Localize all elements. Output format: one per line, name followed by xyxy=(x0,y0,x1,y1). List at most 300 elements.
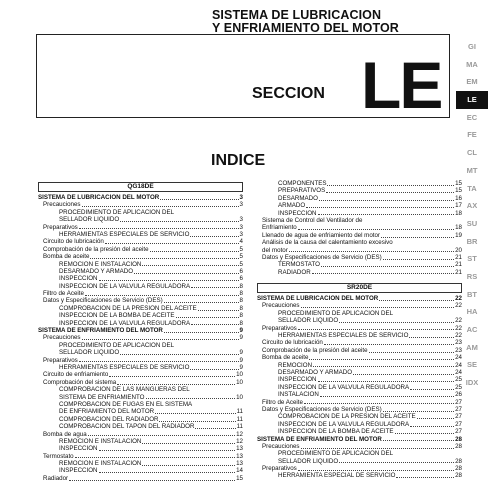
dot-leader xyxy=(150,246,239,252)
dot-leader xyxy=(369,347,455,353)
toc-entry-page: 13 xyxy=(236,445,243,453)
toc-entry[interactable] xyxy=(38,224,243,231)
engine-header-qg18de: QG18DE xyxy=(38,182,243,192)
toc-entry-title: SELLADOR LIQUIDO xyxy=(59,216,120,224)
toc-entry-title: SISTEMA DE ENFRIAMIENTO DEL MOTOR xyxy=(38,327,163,335)
dot-leader xyxy=(306,202,454,208)
toc-entry-page: 22 xyxy=(455,302,462,310)
toc-list-right-top xyxy=(257,180,462,276)
dot-leader xyxy=(155,408,235,414)
toc-entry-title: SELLADOR LIQUIDO xyxy=(278,317,339,325)
toc-entry[interactable] xyxy=(257,217,462,224)
toc-entry-title: INSPECCION xyxy=(278,209,317,217)
toc-entry-title: INSPECCION DE LA VALVULA REGULADORA xyxy=(278,420,410,428)
toc-entry[interactable] xyxy=(38,408,243,415)
toc-entry-page: 28 xyxy=(455,442,462,450)
toc-entry-page: 3 xyxy=(239,230,243,238)
dot-leader xyxy=(195,423,235,429)
toc-entry-page: 24 xyxy=(455,361,462,369)
toc-entry-title: DESARMADO xyxy=(278,194,318,202)
dot-leader xyxy=(327,180,454,186)
section-tab-bt[interactable]: BT xyxy=(467,289,477,299)
dot-leader xyxy=(109,371,235,377)
right-column xyxy=(257,180,462,480)
dot-leader xyxy=(312,269,454,275)
toc-entry[interactable] xyxy=(257,180,462,187)
toc-entry[interactable] xyxy=(38,327,243,334)
dot-leader xyxy=(320,391,454,397)
toc-entry-title: RADIADOR xyxy=(278,268,311,276)
toc-entry[interactable] xyxy=(38,453,243,460)
dot-leader xyxy=(117,379,235,385)
toc-entry[interactable] xyxy=(257,354,462,361)
dot-leader xyxy=(353,369,454,375)
toc-entry-page: 9 xyxy=(239,356,243,364)
toc-entry-title: INSPECCION DE LA BOMBA DE ACEITE xyxy=(59,312,175,320)
toc-entry[interactable] xyxy=(257,302,462,309)
toc-entry-page: 11 xyxy=(236,415,243,423)
toc-entry-title: Preparativos xyxy=(43,356,78,364)
toc-entry[interactable] xyxy=(257,232,462,239)
toc-entry-page: 5 xyxy=(239,260,243,268)
section-tab-ac[interactable]: AC xyxy=(466,325,478,334)
toc-entry-title: Filtro de Aceite xyxy=(262,398,303,406)
toc-entry[interactable] xyxy=(257,384,462,391)
toc-entry[interactable] xyxy=(257,210,462,217)
toc-entry-page: 27 xyxy=(455,420,462,428)
toc-entry-page: 9 xyxy=(239,363,243,371)
toc-entry[interactable] xyxy=(38,401,243,408)
dot-leader xyxy=(75,453,236,459)
toc-entry-title: Sistema de Control del Ventilador de xyxy=(262,216,363,224)
toc-entry-title: Comprobación de la presión del aceite xyxy=(262,346,368,354)
dot-leader xyxy=(120,349,238,355)
toc-entry-page: 27 xyxy=(455,405,462,413)
toc-entry-page: 23 xyxy=(455,339,462,347)
dot-leader xyxy=(319,195,454,201)
dot-leader xyxy=(159,416,235,422)
dot-leader xyxy=(99,467,236,473)
toc-entry-title: SELLADOR LIQUIDO xyxy=(278,457,339,465)
toc-entry[interactable] xyxy=(38,386,243,393)
section-tab-br[interactable]: BR xyxy=(466,236,478,246)
dot-leader xyxy=(191,283,238,289)
toc-entry-title: REMOCION E INSTALACION xyxy=(59,437,142,445)
toc-entry-title: Filtro de Aceite xyxy=(43,290,84,298)
dot-leader xyxy=(191,320,238,326)
dot-leader xyxy=(190,364,238,370)
toc-entry-title: PROCEDIMIENTO DE APLICACION DEL xyxy=(278,309,394,317)
toc-entry[interactable] xyxy=(257,443,462,450)
toc-entry[interactable] xyxy=(38,423,243,430)
toc-entry[interactable] xyxy=(38,268,243,275)
toc-entry-title: Circuito de enfriamiento xyxy=(43,371,109,379)
toc-entry-title: REMOCION E INSTALACION xyxy=(59,260,142,268)
section-tab-fe[interactable]: FE xyxy=(467,130,477,140)
toc-entry-page: 28 xyxy=(455,472,462,480)
toc-entry-page: 3 xyxy=(239,223,243,231)
toc-entry-page: 21 xyxy=(455,261,462,269)
toc-entry-title: Llenado de agua de enfriamiento del motor xyxy=(262,231,380,239)
section-tab-ta[interactable]: TA xyxy=(467,183,477,193)
dot-leader xyxy=(79,357,239,363)
toc-entry-title: DESARMADO Y ARMADO xyxy=(59,267,134,275)
toc-entry[interactable] xyxy=(257,458,462,465)
toc-entry-title: TERMOSTATO xyxy=(278,261,320,269)
section-tab-su[interactable]: SU xyxy=(466,218,478,228)
toc-entry-page: 24 xyxy=(455,354,462,362)
toc-entry[interactable] xyxy=(38,467,243,474)
toc-entry[interactable] xyxy=(38,238,243,245)
toc-entry-title: COMPROBACION DE LAS MANGUERAS DEL xyxy=(59,386,190,394)
toc-entry[interactable] xyxy=(38,216,243,223)
toc-entry-page: 3 xyxy=(239,194,243,201)
toc-entry-page: 3 xyxy=(239,216,243,224)
toc-entry-title: INSPECCION DE LA VALVULA REGULADORA xyxy=(278,383,410,391)
dot-leader xyxy=(381,232,454,238)
toc-entry-page: 22 xyxy=(455,295,462,303)
toc-entry-title: Precauciones xyxy=(43,201,81,209)
toc-entry-title: COMPONENTES xyxy=(278,180,327,187)
toc-entry-title: Termostato xyxy=(43,452,74,460)
dot-leader xyxy=(301,302,455,308)
dot-leader xyxy=(190,231,238,237)
toc-entry-page: 22 xyxy=(455,317,462,325)
toc-entry[interactable] xyxy=(257,362,462,369)
toc-entry[interactable] xyxy=(38,253,243,260)
toc-entry-title: PROCEDIMIENTO DE APLICACION DEL xyxy=(59,341,175,349)
toc-entry-title: PREPARATIVOS xyxy=(278,187,326,195)
toc-entry[interactable] xyxy=(38,364,243,371)
dot-leader xyxy=(318,376,455,382)
toc-entry[interactable] xyxy=(38,394,243,401)
toc-entry[interactable] xyxy=(257,247,462,254)
toc-entry-title: Precauciones xyxy=(43,334,81,342)
toc-entry-title: Precauciones xyxy=(262,442,300,450)
toc-entry-title: COMPROBACION DEL RADIADOR xyxy=(59,415,159,423)
toc-entry-title: Preparativos xyxy=(43,223,78,231)
toc-entry-page: 12 xyxy=(236,430,243,438)
toc-entry[interactable] xyxy=(38,475,243,482)
toc-entry-title: Preparativos xyxy=(262,324,297,332)
toc-entry-page: 26 xyxy=(455,391,462,399)
toc-list-left xyxy=(38,194,243,482)
toc-entry-page: 8 xyxy=(239,312,243,320)
toc-entry-title: INSPECCION DE LA VALVULA REGULADORA xyxy=(59,282,191,290)
toc-entry-title: SISTEMA DE ENFRIAMIENTO DEL MOTOR xyxy=(257,435,382,443)
dot-leader xyxy=(395,428,455,434)
toc-entry-page: 4 xyxy=(239,238,243,246)
toc-entry[interactable] xyxy=(257,428,462,435)
toc-entry-title: Comprobación de la presión del aceite xyxy=(43,245,149,253)
toc-entry-page: 25 xyxy=(455,376,462,384)
toc-entry-page: 6 xyxy=(239,267,243,275)
toc-entry[interactable] xyxy=(257,436,462,443)
toc-entry-title: Comprobación del sistema xyxy=(43,378,117,386)
toc-entry-page: 23 xyxy=(455,346,462,354)
toc-entry[interactable] xyxy=(38,283,243,290)
dot-leader xyxy=(321,261,454,267)
dot-leader xyxy=(298,325,454,331)
toc-entry[interactable] xyxy=(257,376,462,383)
toc-entry[interactable] xyxy=(38,438,243,445)
toc-entry-page: 8 xyxy=(239,282,243,290)
toc-entry-title: Análisis de la causa del calentamiento excesivo xyxy=(262,239,393,247)
toc-entry-page: 5 xyxy=(239,245,243,253)
dot-leader xyxy=(142,438,235,444)
toc-entry-title: SELLADOR LIQUIDO xyxy=(59,349,120,357)
dot-leader xyxy=(88,431,235,437)
toc-entry-title: Circuito de lubricación xyxy=(262,339,323,347)
toc-entry[interactable] xyxy=(38,231,243,238)
toc-entry-title: COMPROBACION DEL TAPON DEL RADIADOR xyxy=(59,423,195,431)
section-tab-ec[interactable]: EC xyxy=(466,112,478,122)
toc-entry-title: INSPECCION xyxy=(59,467,98,475)
toc-entry[interactable] xyxy=(257,239,462,246)
toc-entry[interactable] xyxy=(257,224,462,231)
dot-leader xyxy=(164,327,239,333)
toc-entry[interactable] xyxy=(38,209,243,216)
toc-entry-title: PROCEDIMIENTO DE APLICACION DEL xyxy=(59,208,175,216)
left-column xyxy=(38,182,243,482)
toc-entry[interactable] xyxy=(257,317,462,324)
toc-entry-title: REMOCION xyxy=(278,361,313,369)
dot-leader xyxy=(339,458,454,464)
toc-entry-page: 24 xyxy=(455,368,462,376)
toc-entry-title: INSPECCION DE LA BOMBA DE ACEITE xyxy=(278,428,394,436)
toc-entry[interactable] xyxy=(38,371,243,378)
dot-leader xyxy=(79,224,239,230)
toc-entry-page: 8 xyxy=(239,290,243,298)
toc-entry-title: HERRAMIENTAS ESPECIALES DE SERVICIO xyxy=(59,230,190,238)
dot-leader xyxy=(134,268,239,274)
toc-entry[interactable] xyxy=(257,421,462,428)
toc-entry-page: 20 xyxy=(455,246,462,254)
toc-entry-title: COMPROBACION DE LA PRESION DEL ACEITE xyxy=(59,304,197,312)
dot-leader xyxy=(318,210,455,216)
toc-entry-page: 3 xyxy=(239,201,243,209)
toc-entry-title: del motor xyxy=(262,246,288,254)
toc-entry-title: Precauciones xyxy=(262,302,300,310)
dot-leader xyxy=(313,362,454,368)
toc-entry-page: 27 xyxy=(455,413,462,421)
toc-entry-page: 5 xyxy=(239,253,243,261)
toc-entry[interactable] xyxy=(257,465,462,472)
toc-entry[interactable] xyxy=(257,347,462,354)
toc-entry-title: SISTEMA DE ENFRIAMIENTO xyxy=(59,393,145,401)
section-tab-cl[interactable]: CL xyxy=(467,148,477,158)
title-line-1: SISTEMA DE LUBRICACION xyxy=(212,8,382,22)
dot-leader xyxy=(142,261,238,267)
toc-entry-page: 21 xyxy=(455,268,462,276)
toc-entry[interactable] xyxy=(257,310,462,317)
dot-leader xyxy=(142,460,235,466)
toc-entry-page: 15 xyxy=(236,474,243,482)
section-tab-am[interactable]: AM xyxy=(466,342,478,352)
toc-entry[interactable] xyxy=(257,254,462,261)
toc-entry[interactable] xyxy=(257,399,462,406)
dot-leader xyxy=(164,297,239,303)
toc-entry[interactable] xyxy=(38,194,243,201)
toc-entry-title: COMPROBACION DE LA PRESION DEL ACEITE xyxy=(278,413,416,421)
toc-entry[interactable] xyxy=(38,290,243,297)
index-title: INDICE xyxy=(211,152,266,169)
toc-entry-title: COMPROBACION DE FUGAS EN EL SISTEMA xyxy=(59,400,193,408)
toc-entry-page: 10 xyxy=(236,378,243,386)
toc-entry-title: HERRAMIENTAS ESPECIALES DE SERVICIO xyxy=(278,332,409,340)
toc-entry[interactable] xyxy=(38,261,243,268)
dot-leader xyxy=(379,295,454,301)
section-tab-ma[interactable]: MA xyxy=(466,59,478,69)
toc-entry[interactable] xyxy=(38,201,243,208)
toc-entry-title: Datos y Especificaciones de Servicio (DES) xyxy=(262,253,382,261)
dot-leader xyxy=(326,187,454,193)
toc-entry-page: 13 xyxy=(236,460,243,468)
toc-entry-page: 22 xyxy=(455,332,462,340)
toc-entry[interactable] xyxy=(257,450,462,457)
toc-entry-page: 28 xyxy=(455,465,462,473)
toc-entry[interactable] xyxy=(257,413,462,420)
dot-leader xyxy=(417,413,454,419)
toc-entry-page: 10 xyxy=(236,371,243,379)
toc-entry[interactable] xyxy=(38,445,243,452)
dot-leader xyxy=(85,290,239,296)
toc-entry-page: 17 xyxy=(455,202,462,210)
toc-entry-page: 25 xyxy=(455,383,462,391)
toc-entry-title: ARMADO xyxy=(278,202,306,210)
toc-entry[interactable] xyxy=(38,460,243,467)
toc-entry[interactable] xyxy=(38,246,243,253)
toc-entry[interactable] xyxy=(257,261,462,268)
dot-leader xyxy=(146,394,236,400)
toc-entry-title: PROCEDIMIENTO DE APLICACION DEL xyxy=(278,450,394,458)
dot-leader xyxy=(99,445,236,451)
toc-entry[interactable] xyxy=(257,406,462,413)
dot-leader xyxy=(383,254,454,260)
dot-leader xyxy=(289,247,454,253)
toc-entry-title: Datos y Especificaciones de Servicio (DES) xyxy=(262,405,382,413)
toc-entry-title: Bomba de aceite xyxy=(262,354,309,362)
dot-leader xyxy=(82,334,239,340)
section-tab-st[interactable]: ST xyxy=(467,254,477,264)
toc-entry[interactable] xyxy=(257,202,462,209)
toc-entry-page: 6 xyxy=(239,275,243,283)
dot-leader xyxy=(120,216,238,222)
toc-entry-page: 22 xyxy=(455,324,462,332)
toc-entry[interactable] xyxy=(38,312,243,319)
toc-entry[interactable] xyxy=(38,342,243,349)
dot-leader xyxy=(304,399,454,405)
toc-entry-title: Bomba de agua xyxy=(43,430,87,438)
toc-entry[interactable] xyxy=(38,320,243,327)
toc-entry-title: Preparativos xyxy=(262,465,297,473)
toc-entry-title: HERRAMIENTA ESPECIAL DE SERVICIO xyxy=(278,472,396,480)
toc-entry-page: 8 xyxy=(239,319,243,327)
toc-entry-title: INSPECCION DE LA VALVULA REGULADORA xyxy=(59,319,191,327)
toc-entry-page: 9 xyxy=(239,349,243,357)
toc-entry-title: Bomba de aceite xyxy=(43,253,90,261)
dot-leader xyxy=(90,253,238,259)
toc-entry-page: 18 xyxy=(455,224,462,232)
section-tab-mt[interactable]: MT xyxy=(466,165,478,175)
toc-entry-page: 14 xyxy=(236,467,243,475)
toc-entry-title: SISTEMA DE LUBRICACION DEL MOTOR xyxy=(257,295,379,303)
toc-entry-title: Enfriamiento xyxy=(262,224,297,232)
toc-entry[interactable] xyxy=(257,339,462,346)
toc-entry-title: HERRAMIENTAS ESPECIALES DE SERVICIO xyxy=(59,363,190,371)
toc-entry[interactable] xyxy=(257,369,462,376)
toc-entry[interactable] xyxy=(257,332,462,339)
section-tab-se[interactable]: SE xyxy=(466,360,477,370)
dot-leader xyxy=(301,443,455,449)
section-tab-idx[interactable]: IDX xyxy=(465,378,479,388)
toc-entry[interactable] xyxy=(38,357,243,364)
section-tab-le[interactable]: LE xyxy=(456,91,488,109)
toc-entry[interactable] xyxy=(38,305,243,312)
dot-leader xyxy=(410,384,454,390)
toc-entry-page: 18 xyxy=(455,209,462,217)
toc-entry-page: 11 xyxy=(236,423,243,431)
toc-entry[interactable] xyxy=(257,472,462,479)
dot-leader xyxy=(198,305,239,311)
toc-list-right xyxy=(257,295,462,480)
toc-entry-page: 27 xyxy=(455,398,462,406)
section-tab-em[interactable]: EM xyxy=(466,77,478,87)
toc-entry-page: 13 xyxy=(236,452,243,460)
toc-entry[interactable] xyxy=(38,349,243,356)
toc-entry-title: INSPECCION xyxy=(278,376,317,384)
toc-entry[interactable] xyxy=(38,431,243,438)
dot-leader xyxy=(298,224,454,230)
toc-entry[interactable] xyxy=(38,416,243,423)
toc-entry[interactable] xyxy=(257,325,462,332)
toc-entry-title: Radiador xyxy=(43,474,69,482)
toc-entry-page: 15 xyxy=(455,180,462,187)
toc-entry[interactable] xyxy=(257,295,462,302)
toc-entry-page: 15 xyxy=(455,187,462,195)
toc-entry-title: INSTALACION xyxy=(278,391,319,399)
toc-entry-page: 28 xyxy=(455,457,462,465)
toc-entry[interactable] xyxy=(257,269,462,276)
toc-entry-page: 9 xyxy=(239,327,243,335)
dot-leader xyxy=(105,238,239,244)
dot-leader xyxy=(339,317,454,323)
toc-entry-title: DESARMADO Y ARMADO xyxy=(278,368,353,376)
dot-leader xyxy=(396,472,454,478)
dot-leader xyxy=(309,354,454,360)
toc-entry-title: INSPECCION xyxy=(59,275,98,283)
dot-leader xyxy=(383,436,454,442)
toc-entry-title: REMOCION E INSTALACION xyxy=(59,460,142,468)
document-title xyxy=(212,9,399,35)
toc-entry[interactable] xyxy=(257,391,462,398)
toc-entry[interactable] xyxy=(257,195,462,202)
toc-entry[interactable] xyxy=(257,187,462,194)
toc-entry[interactable] xyxy=(38,334,243,341)
toc-entry-page: 28 xyxy=(455,435,462,443)
toc-entry[interactable] xyxy=(38,379,243,386)
toc-entry[interactable] xyxy=(38,297,243,304)
section-tab-gi[interactable]: GI xyxy=(468,42,476,51)
section-tab-ha[interactable]: HA xyxy=(466,307,478,317)
toc-entry[interactable] xyxy=(38,275,243,282)
toc-entry-page: 16 xyxy=(455,194,462,202)
dot-leader xyxy=(383,406,454,412)
toc-entry-page: 8 xyxy=(239,297,243,305)
section-tab-rs[interactable]: RS xyxy=(466,271,478,281)
section-tab-ax[interactable]: AX xyxy=(466,201,478,211)
toc-entry-page: 8 xyxy=(239,304,243,312)
